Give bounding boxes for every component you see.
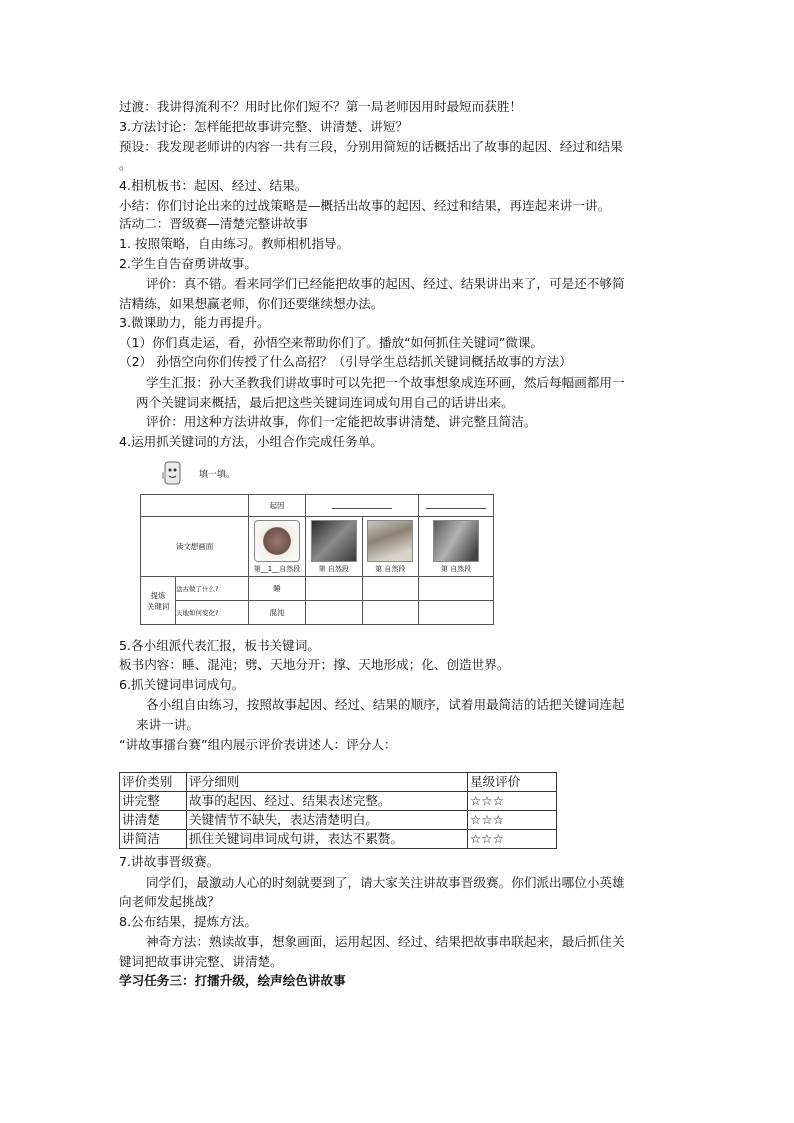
practice-line-1: 各小组自由练习，按照故事起因、经过、结果的顺序，试着用最简洁的话把关键词连起 xyxy=(146,697,625,712)
picture-cell-4 xyxy=(419,517,494,577)
blank-cell xyxy=(362,601,419,625)
evaluation-line-2: 洁精练，如果想赢老师，你们还要继续想办法。 xyxy=(119,296,384,311)
table-row xyxy=(120,811,557,830)
question-1: 盘古做了什么? xyxy=(176,577,249,601)
substep-2: （2） 孙悟空向你们传授了什么高招？（引导学生总结抓关键词概括故事的方法） xyxy=(119,354,572,369)
step-2: 2.学生自告奋勇讲故事。 xyxy=(119,256,257,271)
pangu-transform-image xyxy=(433,520,479,562)
question-2: 天地如何变化? xyxy=(176,601,249,625)
preset-line-end: 。 xyxy=(119,157,132,172)
blank-cell xyxy=(419,601,494,625)
transition-line: 过渡：我讲得流利不？用时比你们短不？第一局老师因用时最短而获胜！ xyxy=(119,99,522,114)
blank-cell xyxy=(362,577,419,601)
star-rating: ☆☆☆ xyxy=(468,792,557,811)
col-blank-2 xyxy=(419,495,494,517)
picture-cell-1 xyxy=(249,517,306,577)
magic-method-2: 键词把故事讲完整、讲清楚。 xyxy=(119,954,283,969)
practice-line-2: 来讲一讲。 xyxy=(136,717,199,732)
evaluation-line-1: 评价：真不错。看来同学们已经能把故事的起因、经过、结果讲出来了，可是还不够简 xyxy=(146,276,625,291)
mascot-icon xyxy=(162,458,184,488)
col-qiyin: 起因 xyxy=(249,495,306,517)
col-blank-1 xyxy=(306,495,419,517)
blackboard-line: 4.相机板书：起因、经过、结果。 xyxy=(119,178,308,193)
star-rating: ☆☆☆ xyxy=(468,811,557,830)
blackboard-content: 板书内容：睡、混沌；劈、天地分开；撑、天地形成；化、创造世界。 xyxy=(119,657,510,672)
summary-line: 小结：你们讨论出来的过战策略是—概括出故事的起因、经过和结果，再连起来讲一讲。 xyxy=(119,198,611,213)
pangu-sleeping-image xyxy=(254,520,300,562)
table-cell: 故事的起因、经过、结果表述完整。 xyxy=(187,792,468,811)
worksheet-table xyxy=(140,494,494,625)
evaluation-table xyxy=(119,772,557,849)
para-label-4: 第 自然段 xyxy=(440,564,472,573)
table-row xyxy=(120,830,557,849)
table-cell: 关键情节不缺失，表达清楚明白。 xyxy=(187,811,468,830)
table-header-row xyxy=(120,773,557,792)
para-label-3: 第 自然段 xyxy=(375,564,406,573)
step-4: 4.运用抓关键词的方法，小组合作完成任务单。 xyxy=(119,434,383,449)
eval-table-caption: “讲故事擂台赛”组内展示评价表讲述人：评分人： xyxy=(119,737,397,752)
worksheet-title: 填一填。 xyxy=(199,470,236,480)
table-cell: 抓住关键词串词成句讲，表达不累赘。 xyxy=(187,830,468,849)
row-keywords-label: 提炼 关键词 xyxy=(141,577,176,625)
answer-2: 混沌 xyxy=(249,601,306,625)
star-rating: ☆☆☆ xyxy=(468,830,557,849)
evaluation-line-3: 评价：用这种方法讲故事，你们一定能把故事讲清楚、讲完整且简洁。 xyxy=(146,414,537,429)
table-cell: 讲完整 xyxy=(120,792,187,811)
magic-method-1: 神奇方法：熟读故事，想象画面，运用起因、经过、结果把故事串联起来，最后抓住关 xyxy=(146,934,625,949)
substep-1: （1）你们真走运，看，孙悟空来帮助你们了。播放“如何抓住关键词”微课。 xyxy=(119,335,544,350)
table-cell: 讲简洁 xyxy=(120,830,187,849)
preset-line: 预设：我发现老师讲的内容一共有三段，分别用简短的话概括出了故事的起因、经过和结果 xyxy=(119,139,623,154)
blank-cell xyxy=(306,601,363,625)
table-row xyxy=(120,792,557,811)
row-pictures-label: 读文想画面 xyxy=(141,517,249,577)
table-header: 星级评价 xyxy=(468,773,557,792)
challenge-line-1: 同学们，最激动人心的时刻就要到了，请大家关注讲故事晋级赛。你们派出哪位小英雄 xyxy=(146,875,625,890)
pangu-holding-image xyxy=(367,520,413,562)
step-8: 8.公布结果，提炼方法。 xyxy=(119,914,257,929)
empty-corner xyxy=(141,495,249,517)
blank-cell xyxy=(419,577,494,601)
step-1: 1. 按照策略，自由练习。教师相机指导。 xyxy=(119,236,350,251)
table-header: 评价类别 xyxy=(120,773,187,792)
blank-cell xyxy=(306,577,363,601)
table-cell: 讲清楚 xyxy=(120,811,187,830)
picture-cell-2 xyxy=(306,517,363,577)
table-header: 评分细则 xyxy=(187,773,468,792)
step-3: 3.微课助力，能力再提升。 xyxy=(119,315,270,330)
task-three-heading: 学习任务三：打擂升级，绘声绘色讲故事 xyxy=(119,973,346,988)
picture-cell-3 xyxy=(362,517,419,577)
student-report-2: 两个关键词来概括，最后把这些关键词连词成句用自己的话讲出来。 xyxy=(136,395,514,410)
challenge-line-2: 向老师发起挑战？ xyxy=(119,894,220,909)
para-label-1: 第__1__自然段 xyxy=(253,564,301,573)
step-7: 7.讲故事晋级赛。 xyxy=(119,854,220,869)
step-6: 6.抓关键词串词成句。 xyxy=(119,677,245,692)
pangu-splitting-image xyxy=(311,520,357,562)
para-label-2: 第 自然段 xyxy=(318,564,349,573)
method-discussion: 3.方法讨论：怎样能把故事讲完整、讲清楚、讲短？ xyxy=(119,119,409,134)
step-5: 5.各小组派代表汇报，板书关键词。 xyxy=(119,638,320,653)
student-report-1: 学生汇报：孙大圣教我们讲故事时可以先把一个故事想象成连环画，然后每幅画都用一 xyxy=(146,375,625,390)
answer-1: 睡 xyxy=(249,577,306,601)
activity-two-heading: 活动二：晋级赛—清楚完整讲故事 xyxy=(119,216,308,231)
